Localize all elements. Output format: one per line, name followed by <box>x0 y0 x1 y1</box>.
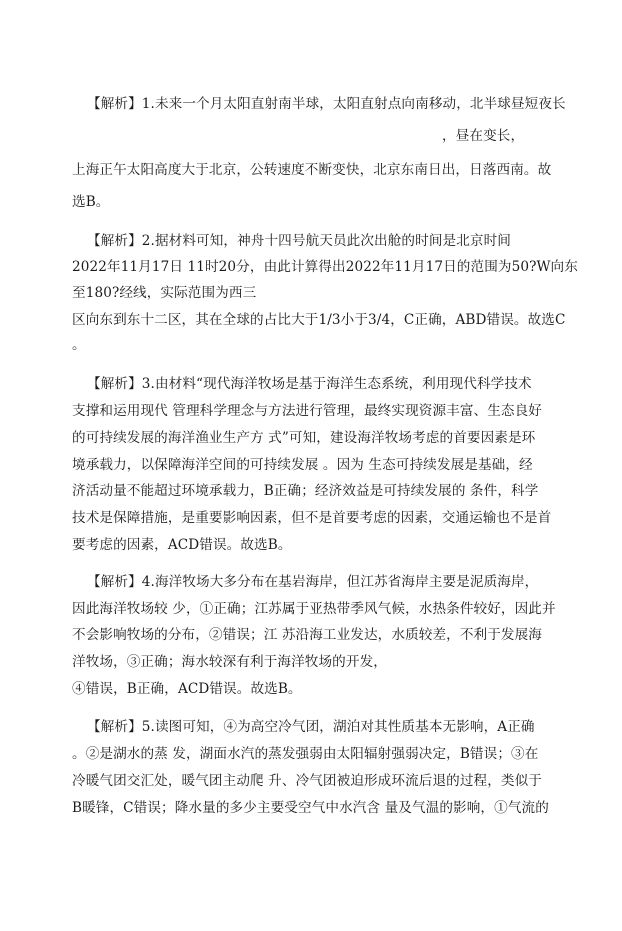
text-line: 2022年11月17日 11时20分，由此计算得出2022年11月17日的范围为50?W向东 <box>72 259 578 275</box>
text-line: 的可持续发展的海洋渔业生产方 式”可知，建设海洋牧场考虑的首要因素是环 <box>72 430 536 446</box>
text-line: 因此海洋牧场较 少，①正确；江苏属于亚热带季风气候，水热条件较好，因此并 <box>72 601 556 617</box>
text-line: 选B。 <box>72 194 110 210</box>
text-line: 【解析】4.海洋牧场大多分布在基岩海岸，但江苏省海岸主要是泥质海岸， <box>87 574 539 590</box>
text-line: ，昼在变长， <box>442 128 525 144</box>
text-line: 。②是湖水的蒸 发，湖面水汽的蒸发强弱由太阳辐射强弱决定，B错误；③在 <box>72 746 539 762</box>
text-line: 技术是保障措施，是重要影响因素，但不是首要考虑的因素，交通运输也不是首 <box>72 510 552 526</box>
text-line: 济活动量不能超过环境承载力，B正确；经济效益是可持续发展的 条件，科学 <box>72 483 539 499</box>
text-line: 【解析】5.读图可知，④为高空冷气团，湖泊对其性质基本无影响，A正确 <box>87 719 535 735</box>
text-line: 境承载力，以保障海洋空间的可持续发展 。因为 生态可持续发展是基础，经 <box>72 457 533 473</box>
text-line: 区向东到东十二区，其在全球的占比大于1/3小于3/4，C正确，ABD错误。故选C <box>72 312 566 328</box>
text-line: 支撑和运用现代 管理科学理念与方法进行管理，最终实现资源丰富、生态良好 <box>72 403 543 419</box>
text-line: 要考虑的因素，ACD错误。故选B。 <box>72 537 292 553</box>
text-line: 不会影响牧场的分布，②错误；江 苏沿海工业发达，水质较差，不利于发展海 <box>72 627 543 643</box>
text-line: 【解析】3.由材料“现代海洋牧场是基于海洋生态系统，利用现代科学技术 <box>87 376 532 392</box>
text-line: 上海正午太阳高度大于北京，公转速度不断变快，北京东南日出，日落西南。故 <box>72 162 552 178</box>
text-line: 【解析】2.据材料可知，神舟十四号航天员此次出舱的时间是北京时间 <box>87 233 511 249</box>
text-line: 【解析】1.未来一个月太阳直射南半球，太阳直射点向南移动，北半球昼短夜长 <box>87 96 566 112</box>
text-line: 洋牧场，③正确；海水较深有利于海洋牧场的开发， <box>72 654 387 670</box>
text-line: 至180?经线，实际范围为西三 <box>72 285 257 301</box>
text-line: 冷暖气团交汇处，暖气团主动爬 升、冷气团被迫形成环流后退的过程，类似于 <box>72 773 543 789</box>
text-line: ④错误，B正确，ACD错误。故选B。 <box>72 681 302 697</box>
text-line: 。 <box>72 337 86 353</box>
text-line: B暖锋，C错误；降水量的多少主要受空气中水汽含 量及气温的影响，①气流的 <box>72 800 549 816</box>
